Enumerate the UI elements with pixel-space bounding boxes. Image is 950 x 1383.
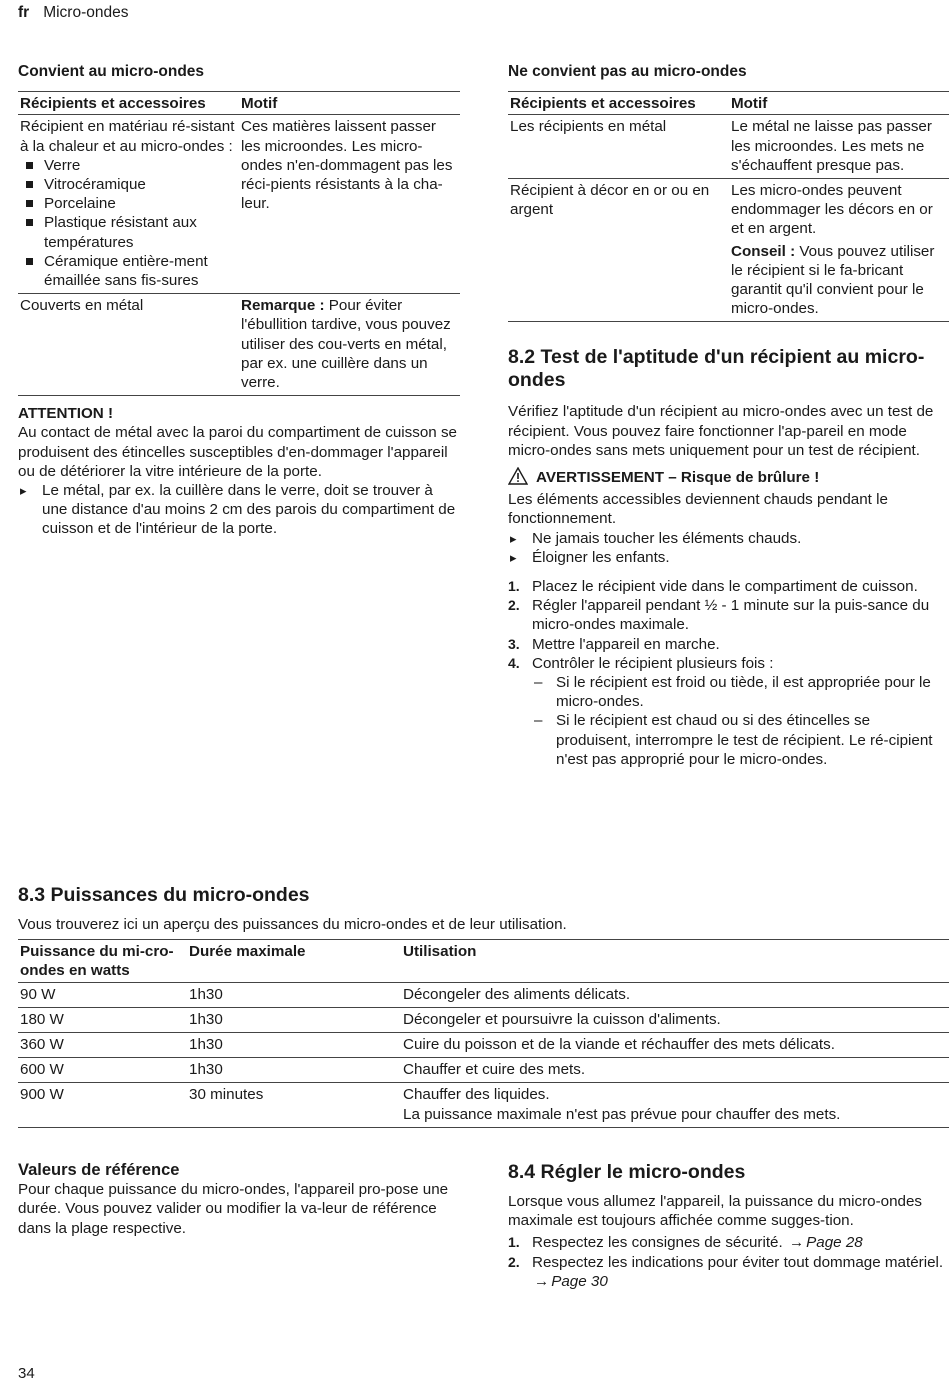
power-table (18, 939, 949, 1128)
list-item: Verre (20, 156, 237, 175)
suitable-title: Convient au micro-ondes (18, 63, 205, 80)
table-cell (18, 115, 239, 294)
duration-cell: 1h30 (189, 1010, 223, 1028)
reference-section (18, 1161, 460, 1238)
usage-cell: Cuire du poisson et de la viande et réchauffer des mets délicats. (403, 1036, 835, 1054)
section-8-4 (508, 1161, 949, 1291)
power-cell: 900 W (20, 1086, 64, 1104)
usage-cell: Décongeler des aliments délicats. (403, 985, 631, 1003)
power-cell: 90 W (20, 985, 56, 1003)
table-cell: Couverts en métal (20, 297, 144, 315)
table-cell: Le métal ne laisse pas passer les microondes. Les mets ne s'échauffent presque pas. (731, 118, 932, 174)
table-cell (239, 294, 460, 396)
step-text: Contrôler le récipient plusieurs fois : (532, 654, 774, 672)
table-header-row (508, 92, 949, 115)
page-number: 34 (18, 1365, 35, 1382)
col-header: Récipients et accessoires (510, 95, 696, 113)
s84-steps (508, 1233, 949, 1291)
usage-cell (401, 1083, 949, 1127)
col-header: Puissance du mi-cro-ondes en watts (20, 943, 174, 980)
note-text: Pour éviter l'ébullition tardive, vous pouvez utiliser des cou-verts en métal, par ex. une cuillère dans un verre. (241, 297, 451, 392)
step-text: Placez le récipient vide dans le compartiment de cuisson. (532, 578, 918, 596)
step-text: Respectez les indications pour éviter tout dommage matériel. (532, 1253, 944, 1271)
list-item: ▸ Le métal, par ex. la cuillère dans le verre, doit se trouver à une distance d'au moins 2 cm des parois du compartiment de cuisson et de l'intérieur de la porte. (18, 481, 460, 539)
attention-steps (18, 481, 460, 539)
section-8-3 (18, 884, 949, 1128)
table-row (18, 982, 949, 1007)
reference-title: Valeurs de référence (18, 1161, 180, 1179)
warning-text: Les éléments accessibles deviennent chauds pendant le fonctionnement. (508, 491, 888, 528)
col-header: Récipients et accessoires (20, 95, 206, 113)
attention-title: ATTENTION ! (18, 405, 114, 423)
usage-line: Chauffer des liquides. (403, 1086, 550, 1104)
substep-item: – Si le récipient est chaud ou si des étincelles se produisent, interrompre le test de récipient. Le ré-cipient n'est pas approprié pour le micro-ondes. (532, 711, 949, 769)
step-item (508, 654, 949, 769)
page-reference-link[interactable]: Page 28 (806, 1234, 863, 1252)
arrow-right-icon: → (788, 1234, 805, 1252)
duration-cell: 1h30 (189, 1061, 223, 1079)
s83-intro: Vous trouverez ici un aperçu des puissances du micro-ondes et de leur utilisation. (18, 916, 567, 933)
header-title: Micro-ondes (43, 4, 129, 21)
step-item (508, 577, 949, 596)
col-header: Durée maximale (189, 943, 306, 961)
step-number: 4. (508, 654, 520, 671)
list-item: Vitrocéramique (20, 175, 237, 194)
table-row (18, 115, 460, 294)
step-number: 2. (508, 1253, 520, 1270)
page-header (18, 3, 128, 22)
s82-steps (508, 577, 949, 769)
table-header-row (18, 92, 460, 115)
list-item: Porcelaine (20, 194, 237, 213)
table-cell: Récipient à décor en or ou en argent (510, 182, 710, 219)
s82-intro: Vérifiez l'aptitude d'un récipient au micro-ondes avec un test de récipient. Vous pouvez faire fonctionner l'ap-pareil en mode micro-ondes sans mets uniquement pour un test de récipient. (508, 403, 934, 459)
table-row (18, 1058, 949, 1083)
not-suitable-section (508, 62, 949, 769)
power-cell: 360 W (20, 1036, 64, 1054)
suitable-section (18, 62, 460, 539)
table-row (18, 1033, 949, 1058)
s84-intro: Lorsque vous allumez l'appareil, la puissance du micro-ondes maximale est toujours affichée comme sugges-tion. (508, 1193, 923, 1230)
language-code: fr (18, 4, 30, 21)
duration-cell: 1h30 (189, 1036, 223, 1054)
table-cell: Les récipients en métal (510, 118, 667, 136)
power-cell: 600 W (20, 1061, 64, 1079)
table-row (508, 115, 949, 179)
table-row (508, 179, 949, 322)
list-item: ▸ Éloigner les enfants. (508, 548, 949, 567)
step-item (508, 1253, 949, 1291)
warning-steps (508, 529, 949, 567)
not-suitable-title: Ne convient pas au micro-ondes (508, 63, 747, 80)
table-row (18, 1007, 949, 1032)
step-item (508, 1233, 949, 1252)
step-number: 1. (508, 1234, 520, 1251)
section-heading-8-3: 8.3 Puissances du micro-ondes (18, 884, 310, 906)
arrow-right-icon: → (534, 1272, 550, 1290)
warning-header (508, 467, 949, 490)
warning-title: AVERTISSEMENT – Risque de brûlure ! (536, 469, 820, 487)
tip-label: Conseil : (731, 242, 796, 260)
substep-list (532, 673, 949, 769)
duration-cell: 30 minutes (189, 1086, 264, 1104)
col-header: Utilisation (403, 943, 477, 961)
step-item (508, 596, 949, 634)
step-number: 3. (508, 635, 520, 652)
list-item: Céramique entière-ment émaillée sans fis-sures (20, 252, 237, 290)
section-heading-8-4: 8.4 Régler le micro-ondes (508, 1161, 746, 1183)
list-item: ▸ Ne jamais toucher les éléments chauds. (508, 529, 949, 548)
usage-cell: Chauffer et cuire des mets. (403, 1061, 586, 1079)
usage-line: La puissance maximale n'est pas prévue pour chauffer des mets. (403, 1105, 841, 1123)
step-item (508, 635, 949, 654)
not-suitable-table (508, 91, 949, 322)
reference-text: Pour chaque puissance du micro-ondes, l'appareil pro-pose une durée. Vous pouvez valider ou modifier la va-leur de référence dans la plage respective. (18, 1181, 449, 1237)
usage-cell: Décongeler et poursuivre la cuisson d'aliments. (403, 1010, 721, 1028)
cell-text: Récipient en matériau ré-sistant à la chaleur et au micro-ondes : (20, 118, 235, 155)
table-row (18, 294, 460, 396)
section-heading-8-2: 8.2 Test de l'aptitude d'un récipient au micro-ondes (508, 346, 925, 392)
step-text: Régler l'appareil pendant ½ - 1 minute sur la puis-sance du micro-ondes maximale. (532, 597, 930, 634)
table-cell: Ces matières laissent passer les microondes. Les micro-ondes n'en-dommagent pas les réci-pients résistants à la cha-leur. (241, 118, 453, 213)
attention-text: Au contact de métal avec la paroi du compartiment de cuisson se produisent des étincelles susceptibles d'en-dommager l'appareil ou de détériorer la vitre intérieure de la porte. (18, 424, 457, 480)
warning-triangle-icon (508, 467, 528, 490)
table-header-row (18, 940, 949, 982)
suitable-table (18, 91, 460, 396)
duration-cell: 1h30 (189, 985, 223, 1003)
power-cell: 180 W (20, 1010, 64, 1028)
tip (731, 242, 947, 319)
table-row (18, 1083, 949, 1127)
list-item: Plastique résistant aux températures (20, 213, 237, 251)
col-header: Motif (241, 95, 278, 113)
step-text: Mettre l'appareil en marche. (532, 635, 720, 653)
step-number: 1. (508, 578, 520, 595)
cell-text: Les micro-ondes peuvent endommager les décors en or et en argent. (731, 182, 933, 238)
material-list (20, 156, 237, 290)
substep-item: – Si le récipient est froid ou tiède, il est appropriée pour le micro-ondes. (532, 673, 949, 711)
table-cell (729, 179, 949, 322)
page-reference-link[interactable]: Page 30 (551, 1272, 608, 1290)
step-number: 2. (508, 597, 520, 614)
tip-text: Vous pouvez utiliser le récipient si le fa-bricant garantit qu'il convient pour le micro-ondes. (731, 242, 935, 318)
note-label: Remarque : (241, 297, 325, 315)
col-header: Motif (731, 95, 768, 113)
step-text: Respectez les consignes de sécurité. (532, 1234, 783, 1252)
